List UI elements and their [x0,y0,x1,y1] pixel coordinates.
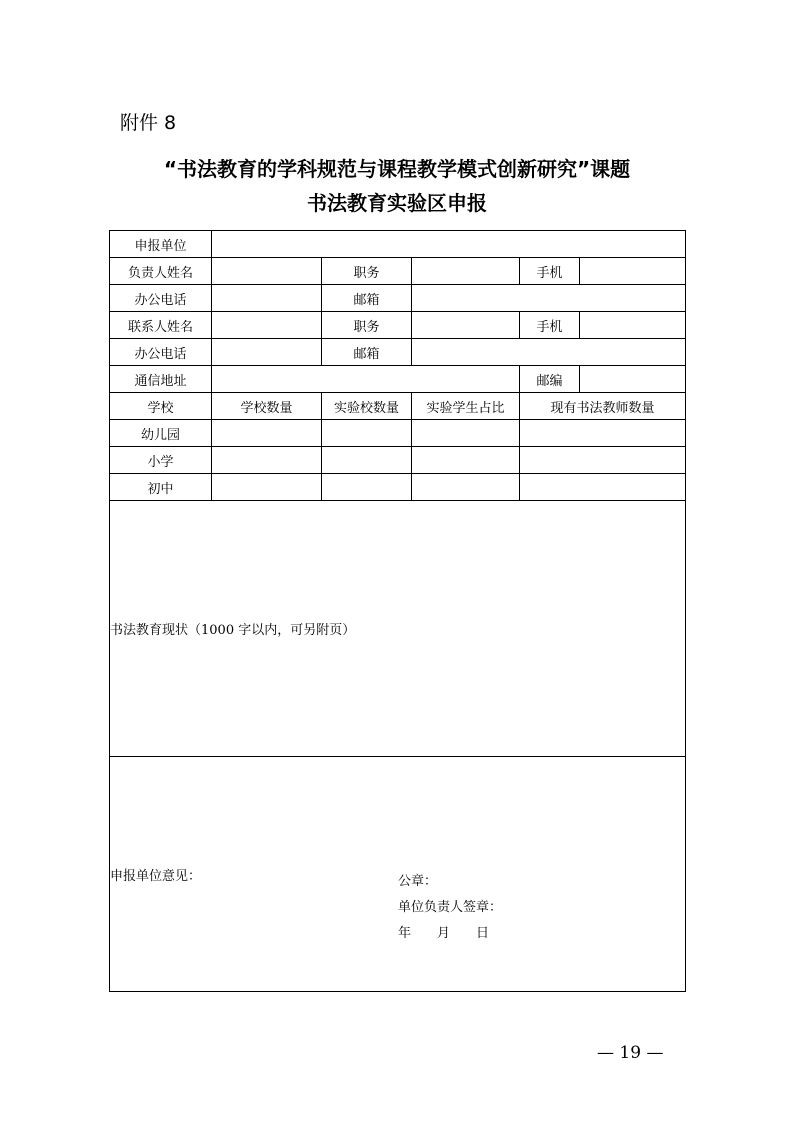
field-junior-school-count[interactable] [212,474,322,501]
row-applicant-unit [110,231,686,258]
label-mobile-1: 手机 [520,258,580,285]
field-calligraphy-status[interactable] [110,501,686,757]
label-seal: 公章： [398,874,438,889]
label-person-in-charge: 负责人姓名 [110,258,212,285]
field-applicant-unit[interactable] [212,231,686,258]
label-applicant-unit: 申报单位 [110,231,212,258]
label-junior-high: 初中 [110,474,212,501]
row-primary-school [110,447,686,474]
row-kindergarten [110,420,686,447]
row-person-in-charge [110,258,686,285]
field-primary-teacher-count[interactable] [520,447,686,474]
row-junior-high [110,474,686,501]
label-signature: 单位负责人签章： [398,900,503,915]
page-number: — 19 — [597,1043,664,1063]
header-pilot-student-ratio: 实验学生占比 [412,393,520,420]
field-junior-student-ratio[interactable] [412,474,520,501]
field-email-2[interactable] [412,339,686,366]
label-calligraphy-status: 书法教育现状（1000 字以内，可另附页） [110,623,356,638]
field-position-1[interactable] [412,258,520,285]
field-primary-school-count[interactable] [212,447,322,474]
row-applicant-opinion [110,757,686,992]
field-person-in-charge[interactable] [212,258,322,285]
field-office-phone-1[interactable] [212,285,322,312]
field-junior-teacher-count[interactable] [520,474,686,501]
field-postcode[interactable] [580,366,686,393]
label-date: 年 月 日 [398,926,490,941]
label-contact-name: 联系人姓名 [110,312,212,339]
field-office-phone-2[interactable] [212,339,322,366]
field-kindergarten-student-ratio[interactable] [412,420,520,447]
field-address[interactable] [212,366,520,393]
attachment-label: 附件 8 [120,112,177,134]
field-contact-name[interactable] [212,312,322,339]
field-mobile-1[interactable] [580,258,686,285]
header-pilot-school-count: 实验校数量 [322,393,412,420]
field-kindergarten-school-count[interactable] [212,420,322,447]
field-primary-pilot-count[interactable] [322,447,412,474]
label-kindergarten: 幼儿园 [110,420,212,447]
label-applicant-opinion: 申报单位意见： [110,868,202,884]
label-position-1: 职务 [322,258,412,285]
title-line-1: “书法教育的学科规范与课程教学模式创新研究”课题 [163,157,631,181]
row-office-phone-1 [110,285,686,312]
label-email-2: 邮箱 [322,339,412,366]
label-email-1: 邮箱 [322,285,412,312]
label-address: 通信地址 [110,366,212,393]
field-email-1[interactable] [412,285,686,312]
field-primary-student-ratio[interactable] [412,447,520,474]
row-contact-name [110,312,686,339]
label-primary-school: 小学 [110,447,212,474]
title-line-2: 书法教育实验区申报 [307,191,487,215]
field-applicant-opinion[interactable] [110,757,686,992]
header-school-count: 学校数量 [212,393,322,420]
row-stats-header [110,393,686,420]
row-office-phone-2 [110,339,686,366]
header-calligraphy-teacher-count: 现有书法教师数量 [520,393,686,420]
field-mobile-2[interactable] [580,312,686,339]
row-calligraphy-status [110,501,686,757]
field-kindergarten-teacher-count[interactable] [520,420,686,447]
label-postcode: 邮编 [520,366,580,393]
field-kindergarten-pilot-count[interactable] [322,420,412,447]
field-position-2[interactable] [412,312,520,339]
label-mobile-2: 手机 [520,312,580,339]
label-office-phone-1: 办公电话 [110,285,212,312]
application-form-table [109,230,686,992]
label-office-phone-2: 办公电话 [110,339,212,366]
field-junior-pilot-count[interactable] [322,474,412,501]
label-position-2: 职务 [322,312,412,339]
row-address [110,366,686,393]
header-school: 学校 [110,393,212,420]
